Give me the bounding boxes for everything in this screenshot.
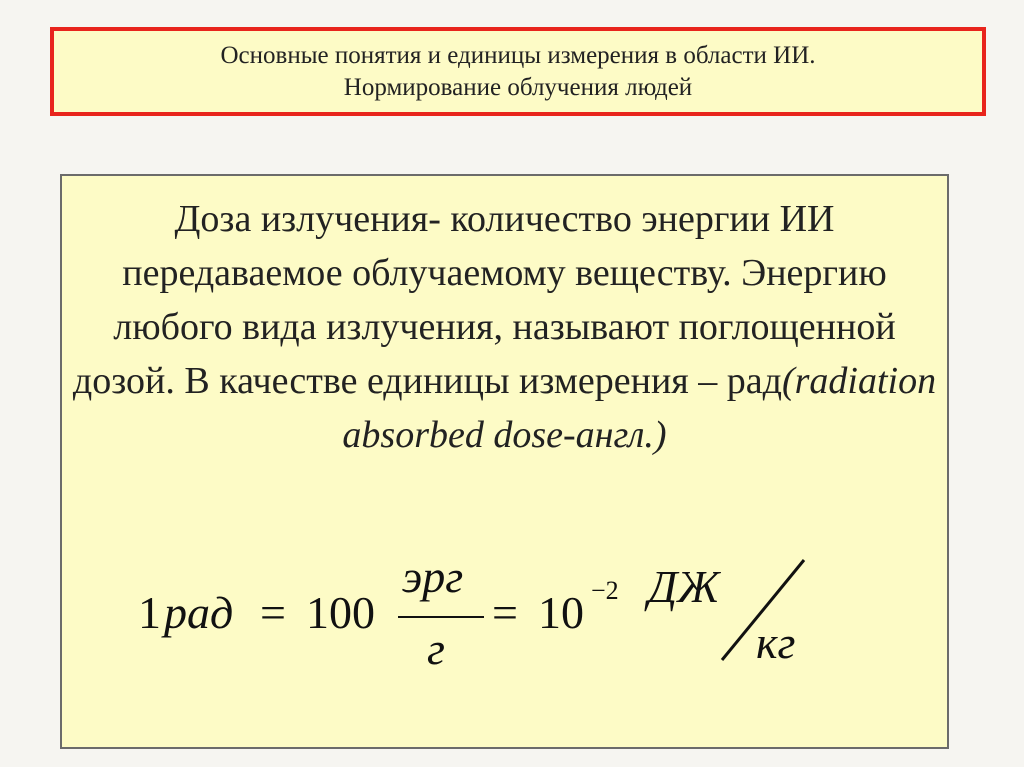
title-line-2: Нормирование облучения людей	[343, 73, 693, 101]
content-box	[60, 174, 949, 749]
formula-hundred: 100	[306, 587, 375, 638]
definition-text: Доза излучения- количество энергии ИИ передаваемое облучаемому веществу. Энергию любого вида излучения, называют поглощенной дозой. В качестве единицы измерения – рад	[72, 198, 896, 402]
formula-denominator-g: г	[427, 623, 445, 674]
formula-exponent: −2	[591, 576, 619, 605]
formula-unit-kg: кг	[756, 617, 796, 668]
formula-equals-1: =	[260, 587, 286, 638]
latin-term: (radiation absorbed dose-англ.)	[342, 360, 937, 456]
formula-equals-2: =	[492, 587, 518, 638]
title-line-1: Основные понятия и единицы измерения в области ИИ.	[220, 41, 816, 69]
formula-ten: 10	[538, 587, 584, 638]
formula-rad: рад	[164, 587, 234, 638]
title-box	[50, 27, 986, 116]
formula-one: 1	[138, 587, 161, 638]
rad-formula	[62, 176, 947, 747]
formula-numerator-erg: эрг	[402, 551, 464, 602]
fraction-line	[398, 616, 484, 618]
formula-unit-joule: ДЖ	[648, 561, 720, 612]
